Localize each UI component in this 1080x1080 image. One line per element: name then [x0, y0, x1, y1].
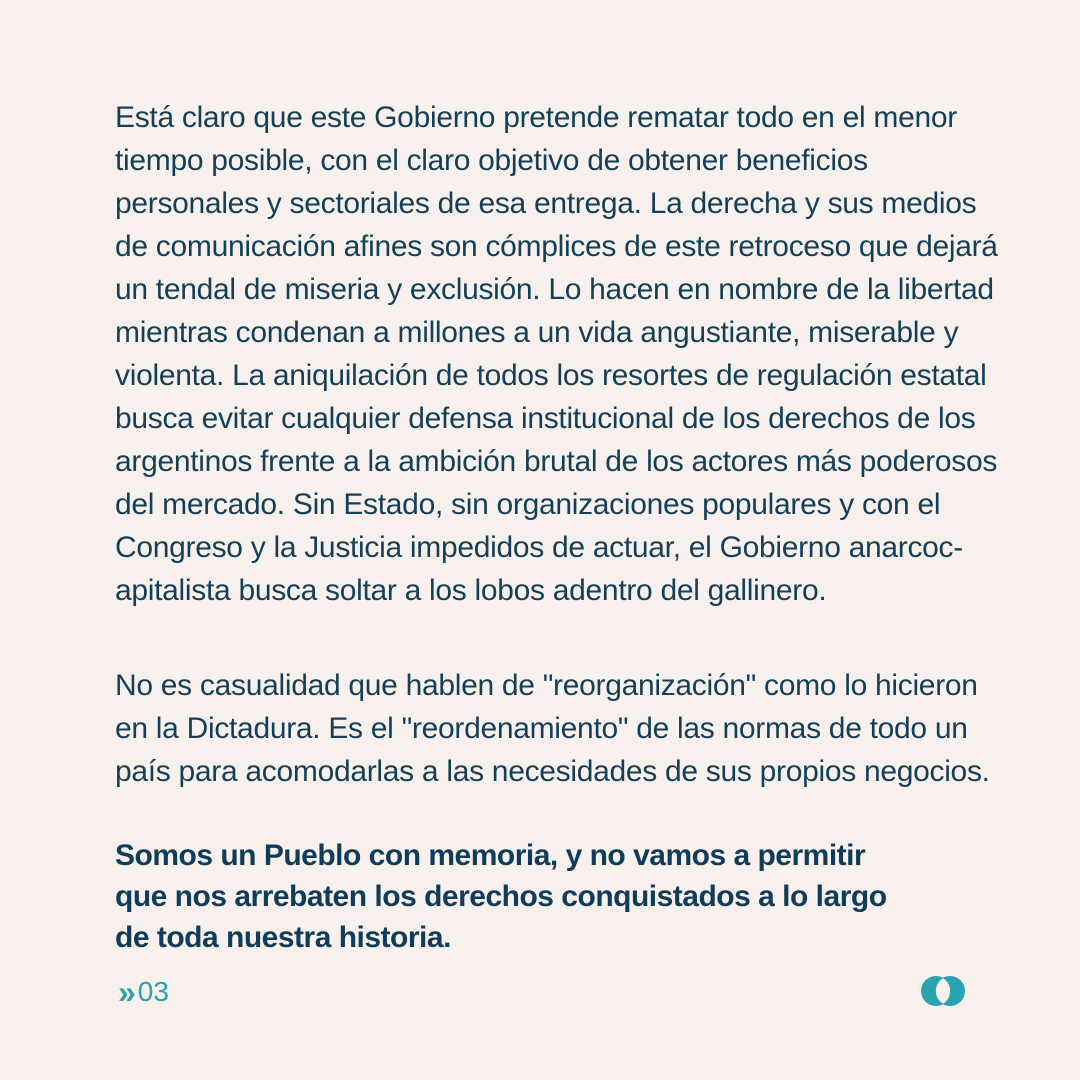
two-circles-logo-icon	[920, 975, 966, 1007]
paragraph-line: violenta. La aniquilación de todos los resortes de regulación estatal	[115, 359, 987, 392]
paragraph-line: del mercado. Sin Estado, sin organizaciones populares y con el	[115, 488, 941, 521]
closing-statement	[115, 835, 1020, 958]
paragraph-line: argentinos frente a la ambición brutal de los actores más poderosos	[115, 445, 998, 478]
paragraph-line: personales y sectoriales de esa entrega. La derecha y sus medios	[115, 187, 977, 220]
paragraph-line: apitalista busca soltar a los lobos adentro del gallinero.	[115, 574, 827, 607]
paragraph-2	[115, 664, 1020, 793]
closing-line: que nos arrebaten los derechos conquistados a lo largo	[115, 880, 887, 913]
paragraph-line: en la Dictadura. Es el "reordenamiento" de las normas de todo un	[115, 712, 968, 745]
paragraph-1	[115, 96, 1020, 612]
paragraph-line: país para acomodarlas a las necesidades de sus propios negocios.	[115, 755, 990, 788]
paragraph-line: busca evitar cualquier defensa institucional de los derechos de los	[115, 402, 976, 435]
paragraph-line: Congreso y la Justicia impedidos de actuar, el Gobierno anarcoc-	[115, 531, 963, 564]
page-number: 03	[137, 976, 169, 1007]
paragraph-line: un tendal de miseria y exclusión. Lo hacen en nombre de la libertad	[115, 273, 994, 306]
closing-line: de toda nuestra historia.	[115, 921, 451, 954]
double-chevron-icon: »	[118, 974, 136, 1010]
paragraph-line: de comunicación afines son cómplices de este retroceso que dejará	[115, 230, 998, 263]
paragraph-line: mientras condenan a millones a un vida angustiante, miserable y	[115, 316, 959, 349]
page-indicator	[118, 972, 169, 1012]
paragraph-line: Está claro que este Gobierno pretende rematar todo en el menor	[115, 101, 957, 134]
paragraph-line: No es casualidad que hablen de "reorganización" como lo hicieron	[115, 669, 978, 702]
closing-line: Somos un Pueblo con memoria, y no vamos a permitir	[115, 839, 866, 872]
paragraph-line: tiempo posible, con el claro objetivo de obtener beneficios	[115, 144, 868, 177]
